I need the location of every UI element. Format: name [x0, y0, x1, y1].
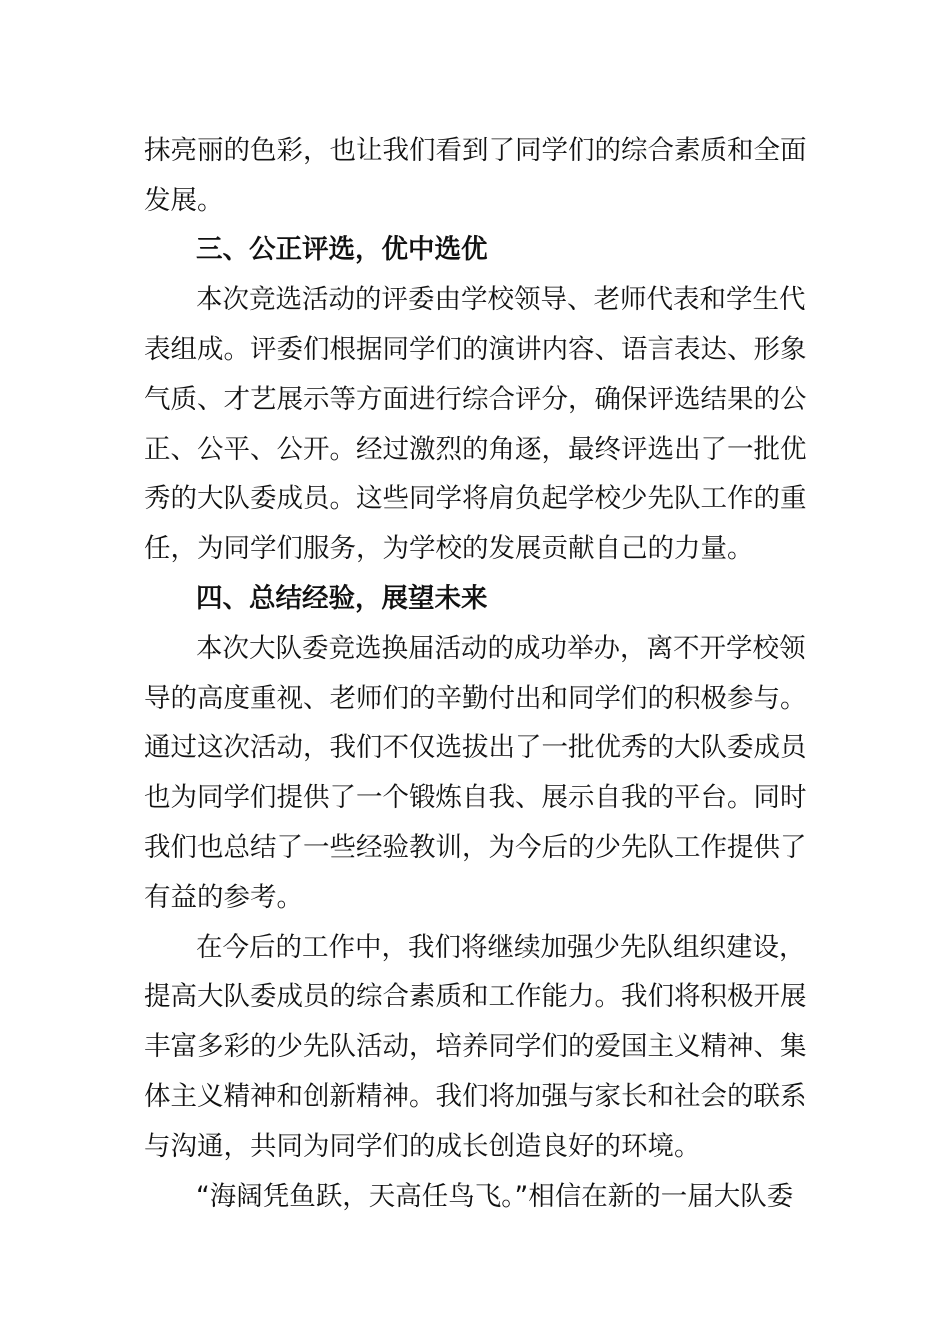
- paragraph-line: 抹亮丽的色彩，也让我们看到了同学们的综合素质和全面: [144, 135, 807, 166]
- paragraph-line: 本次竞选活动的评委由学校领导、老师代表和学生代: [196, 284, 806, 315]
- paragraph-line: 气质、才艺展示等方面进行综合评分，确保评选结果的公: [144, 384, 807, 415]
- paragraph-line: 丰富多彩的少先队活动，培养同学们的爱国主义精神、集: [144, 1031, 807, 1062]
- paragraph-line: 发展。: [144, 185, 224, 216]
- paragraph-line: 任，为同学们服务，为学校的发展贡献自己的力量。: [144, 533, 754, 564]
- section-heading: 四、总结经验，展望未来: [196, 583, 488, 614]
- paragraph-line: 通过这次活动，我们不仅选拔出了一批优秀的大队委成员: [144, 732, 807, 763]
- paragraph-line: 导的高度重视、老师们的辛勤付出和同学们的积极参与。: [144, 683, 807, 714]
- paragraph-line: 体主义精神和创新精神。我们将加强与家长和社会的联系: [144, 1081, 807, 1112]
- paragraph-line: 本次大队委竞选换届活动的成功举办，离不开学校领: [196, 633, 806, 664]
- paragraph-line: 与沟通，共同为同学们的成长创造良好的环境。: [144, 1131, 701, 1162]
- paragraph-line: 有益的参考。: [144, 882, 303, 913]
- paragraph-line: 在今后的工作中，我们将继续加强少先队组织建设，: [196, 932, 806, 963]
- paragraph-line: 表组成。评委们根据同学们的演讲内容、语言表达、形象: [144, 334, 807, 365]
- paragraph-line: 正、公平、公开。经过激烈的角逐，最终评选出了一批优: [144, 434, 807, 465]
- paragraph-line: 提高大队委成员的综合素质和工作能力。我们将积极开展: [144, 981, 807, 1012]
- paragraph-line: “海阔凭鱼跃，天高任鸟飞。”相信在新的一届大队委: [196, 1181, 794, 1212]
- paragraph-line: 也为同学们提供了一个锻炼自我、展示自我的平台。同时: [144, 782, 807, 813]
- section-heading: 三、公正评选，优中选优: [196, 234, 488, 265]
- paragraph-line: 秀的大队委成员。这些同学将肩负起学校少先队工作的重: [144, 483, 807, 514]
- paragraph-line: 我们也总结了一些经验教训，为今后的少先队工作提供了: [144, 832, 807, 863]
